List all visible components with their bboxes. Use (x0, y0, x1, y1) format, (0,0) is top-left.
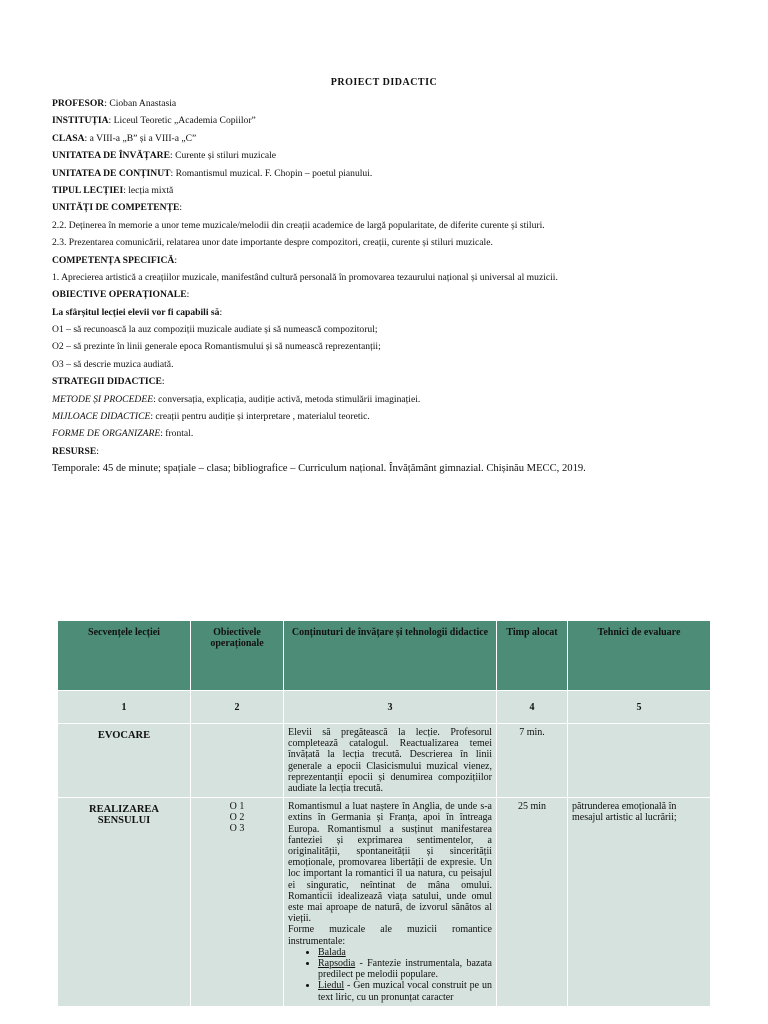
document-title: PROIECT DIDACTIC (330, 77, 438, 88)
objective-o2: O2 – să prezinte în linii generale epoca Romantismului și să numească reprezentanții; (52, 341, 381, 353)
profesor-line (52, 95, 752, 112)
sfarsit-colon: : (219, 306, 223, 318)
clasa-line (52, 130, 752, 147)
strategii-heading (52, 373, 752, 390)
tipul-value: : lecția mixtă (123, 184, 174, 196)
tipul-line (52, 182, 752, 199)
table-number-row (58, 691, 711, 724)
metode-line (52, 391, 752, 408)
time-evocare: 7 min. (497, 724, 568, 798)
obiective-colon: : (186, 289, 190, 301)
table-row-evocare (58, 724, 711, 798)
clasa-value: : a VIII-a „B” și a VIII-a „C” (84, 132, 197, 144)
header-timp: Timp alocat (497, 621, 568, 691)
evaluation-evocare (568, 724, 711, 798)
metode-value: : conversația, explicația, audiție activă, metoda stimulării imaginației. (153, 393, 421, 405)
institutia-label: INSTITUȚIA (52, 115, 109, 127)
sequence-evocare: EVOCARE (58, 724, 191, 798)
unitate-competenta-1: 2.2. Deținerea în memorie a unor teme muzicale/melodii din creații academice de largă popularitate, de diferite curente și stiluri. (52, 219, 545, 231)
content-intro: Romantismul a luat naștere în Anglia, de unde s-a extins în Germania și Franța, apoi în întreaga Europa. Romantismul a susținut manifestarea fanteziei și exprimarea sentimentelor, a originalității, spontaneității și sincerității emoționale, promovarea libertății de expresie. Un loc important la romantici îl ua natura, cu peisajul ei singuratic, neîntinat de mâna omului. Romanticii idealizează viața satului, unde omul este mai aproape de natură, de izvorul sănătos al vieții. (288, 801, 492, 925)
column-number-1: 1 (58, 691, 191, 724)
unitatea-continut-label: UNITATEA DE CONȚINUT (52, 167, 171, 179)
competenta-colon: : (174, 254, 178, 266)
competenta-specifica-1: 1. Aprecierea artistică a creațiilor muzicale, manifestând cultură personală în promovarea tezaurului național și universal al muzicii. (52, 271, 558, 283)
institutia-line (52, 112, 752, 129)
strategii-colon: : (161, 376, 165, 388)
unitatea-invatare-line (52, 147, 752, 164)
form-term: Rapsodia (318, 958, 356, 970)
lesson-table (57, 620, 711, 1007)
forms-list (288, 947, 492, 1003)
table-header-row (58, 621, 711, 691)
competenta-heading (52, 252, 752, 269)
sfarsit-label: La sfârșitul lecției elevii vor fi capabili să (52, 306, 220, 318)
header-secventele: Secvențele lecției (58, 621, 191, 691)
list-item (318, 958, 492, 980)
strategii-label: STRATEGII DIDACTICE (52, 376, 162, 388)
obiective-label: OBIECTIVE OPERAȚIONALE (52, 289, 187, 301)
header-continuturi: Conținuturi de învățare și tehnologii didactice (284, 621, 497, 691)
forme-label: FORME DE ORGANIZARE (52, 428, 161, 440)
resurse-heading (52, 443, 752, 460)
profesor-label: PROFESOR (52, 98, 105, 109)
form-desc: - Fantezie instrumentala, bazata predilect pe melodii populare. (318, 958, 492, 981)
list-item (318, 980, 492, 1002)
objective-o3: O3 – să descrie muzica audiată. (52, 358, 174, 370)
resurse-label: RESURSE (52, 445, 97, 457)
forme-value: : frontal. (160, 428, 194, 440)
resurse-colon: : (96, 445, 99, 457)
form-term: Liedul (318, 980, 345, 992)
form-desc: - Gen muzical vocal construit pe un text liric, cu un pronunțat caracter (318, 980, 492, 1003)
objective-item: O 1 (229, 801, 245, 813)
content-realizarea (284, 798, 497, 1007)
column-number-4: 4 (497, 691, 568, 724)
form-term: Balada (318, 946, 346, 958)
unitatea-continut-line (52, 165, 752, 182)
competenta-label: COMPETENȚA SPECIFICĂ (52, 254, 175, 266)
header-tehnici: Tehnici de evaluare (568, 621, 711, 691)
mijloace-line (52, 408, 752, 425)
column-number-5: 5 (568, 691, 711, 724)
objective-o1: O1 – să recunoască la auz compoziții muzicale audiate și să numească compozitorul; (52, 324, 378, 336)
profesor-value: : Cioban Anastasia (104, 98, 177, 109)
unitatea-invatare-label: UNITATEA DE ÎNVĂȚARE (52, 150, 170, 162)
unitate-competenta-2: 2.3. Prezentarea comunicării, relatarea unor date importante despre compozitori, creații, curente și stiluri muzicale. (52, 237, 493, 249)
column-number-3: 3 (284, 691, 497, 724)
content-forms: Forme muzicale ale muzicii romantice instrumentale: (288, 924, 492, 947)
tipul-label: TIPUL LECȚIEI (52, 184, 124, 196)
objectives-realizarea (191, 798, 284, 1007)
unitatea-continut-value: : Romantismul muzical. F. Chopin – poetul pianului. (170, 167, 373, 179)
unitati-heading (52, 199, 752, 216)
institutia-value: : Liceul Teoretic „Academia Copiilor” (108, 115, 256, 127)
clasa-label: CLASA (52, 132, 85, 144)
unitati-label: UNITĂȚI DE COMPETENȚE (52, 202, 180, 214)
metode-label: METODE ȘI PROCEDEE (52, 393, 154, 405)
objective-item: O 3 (229, 823, 245, 835)
objectives-evocare (191, 724, 284, 798)
evaluation-realizarea: pătrunderea emoțională în mesajul artistic al lucrării; (568, 798, 711, 1007)
unitati-colon: : (179, 202, 183, 214)
column-number-2: 2 (191, 691, 284, 724)
obiective-heading (52, 286, 752, 303)
forme-line (52, 425, 752, 442)
table-row-realizarea (58, 798, 711, 1007)
list-item (318, 947, 492, 958)
sequence-realizarea: REALIZAREA SENSULUI (58, 798, 191, 1007)
objective-item: O 2 (229, 812, 245, 824)
time-realizarea: 25 min (497, 798, 568, 1007)
sfarsit-heading (52, 304, 752, 321)
mijloace-value: : creații pentru audiție și interpretare , materialul teoretic. (150, 411, 370, 423)
mijloace-label: MIJLOACE DIDACTICE (52, 411, 151, 423)
content-evocare: Elevii să pregătească la lecție. Profesorul completează catalogul. Reactualizarea temei învățată la lecția trecută. Descrierea în linii generale a epocii Clasicismului muzical vienez, reprezentanții epocii și denumirea compozițiilor audiate la lecția trecută. (284, 724, 497, 798)
unitatea-invatare-value: : Curente și stiluri muzicale (170, 150, 277, 162)
header-obiectivele: Obiectivele operaționale (191, 621, 284, 691)
resurse-value: Temporale: 45 de minute; spațiale – clasa; bibliografice – Curriculum național. Învățământ gimnazial. Chișinău MECC, 2019. (52, 463, 586, 475)
document-body (52, 95, 752, 478)
